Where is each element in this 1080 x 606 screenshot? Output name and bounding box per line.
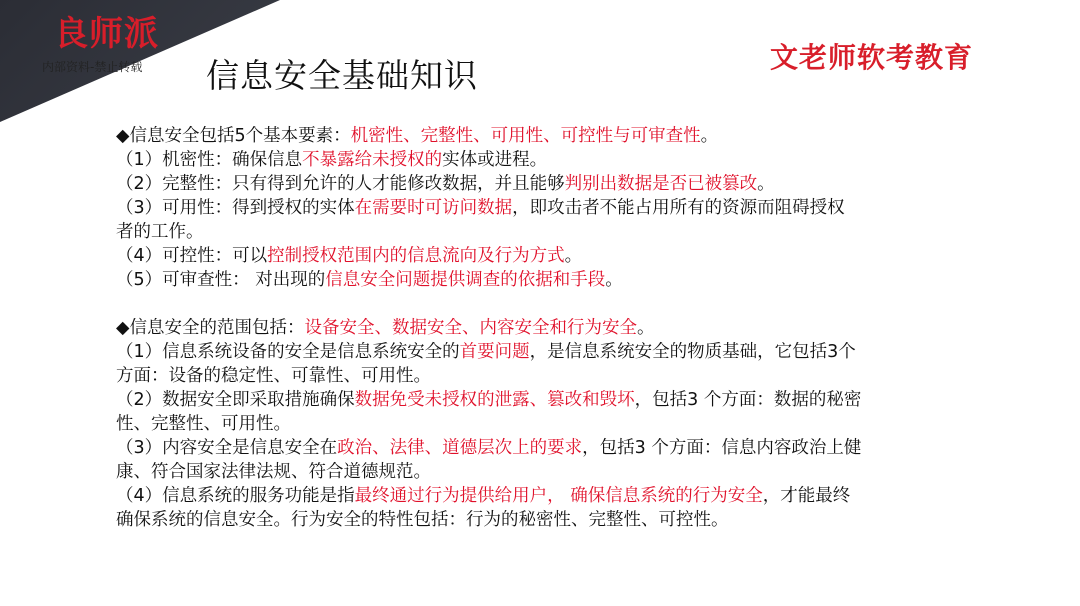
watermark-text: 内部资料-禁止转载 — [42, 60, 143, 74]
text: 。 — [757, 174, 775, 194]
section1-line3-cont: 者的工作。 — [116, 222, 204, 242]
text: （1）信息系统设备的安全是信息系统安全的 — [116, 342, 460, 362]
text: 。 — [636, 318, 655, 338]
text: ，包括3 个方面：信息内容政治上健 — [582, 438, 862, 458]
text: （2）数据安全即采取措施确保 — [116, 390, 355, 410]
section1-line2 — [116, 172, 976, 196]
section2-line4-cont: 确保系统的信息安全。行为安全的特性包括：行为的秘密性、完整性、可控性。 — [116, 510, 729, 530]
slide-title: 信息安全基础知识 — [206, 56, 478, 95]
section1-line1 — [116, 148, 976, 172]
text: （3）内容安全是信息安全在 — [116, 438, 338, 458]
brand-logo: 良师派 — [54, 14, 159, 54]
highlight-text: 数据免受未授权的泄露、篡改和毁坏 — [354, 390, 635, 410]
section2-intro — [116, 316, 976, 340]
highlight-text: 判别出数据是否已被篡改 — [564, 174, 758, 194]
text: （5）可审查性： 对出现的 — [116, 270, 326, 290]
section2-line1-cont: 方面：设备的稳定性、可靠性、可用性。 — [116, 366, 431, 386]
slide-content — [116, 124, 976, 532]
text: ◆信息安全包括5个基本要素： — [116, 126, 351, 146]
text: ◆信息安全的范围包括： — [116, 318, 305, 338]
section1-line5 — [116, 268, 976, 292]
highlight-text: 不暴露给未授权的 — [302, 150, 443, 170]
section2-line2 — [116, 388, 976, 412]
text: 。 — [605, 270, 623, 290]
org-name: 文老师软考教育 — [770, 41, 974, 74]
highlight-text: 机密性、完整性、可用性、可控性与可审查性 — [350, 126, 701, 146]
section2-line3 — [116, 436, 976, 460]
text: ，包括3 个方面：数据的秘密 — [634, 390, 862, 410]
text: ，才能最终 — [762, 486, 851, 506]
section1-line3 — [116, 196, 976, 220]
highlight-text: 设备安全、数据安全、内容安全和行为安全 — [304, 318, 637, 338]
highlight-text: 最终通过行为提供给用户， 确保信息系统的行为安全 — [354, 486, 763, 506]
text: 实体或进程。 — [442, 150, 548, 170]
text: ，即攻击者不能占用所有的资源而阻碍授权 — [512, 198, 845, 218]
section2-line2-cont: 性、完整性、可用性。 — [116, 414, 291, 434]
highlight-text: 政治、法律、道德层次上的要求 — [337, 438, 583, 458]
text: （2）完整性：只有得到允许的人才能修改数据，并且能够 — [116, 174, 565, 194]
highlight-text: 控制授权范围内的信息流向及行为方式 — [267, 246, 565, 266]
text: （1）机密性：确保信息 — [116, 150, 303, 170]
highlight-text: 在需要时可访问数据 — [354, 198, 513, 218]
highlight-text: 信息安全问题提供调查的依据和手段 — [325, 270, 606, 290]
text: （4）信息系统的服务功能是指 — [116, 486, 355, 506]
spacer — [116, 292, 976, 316]
section2-line1 — [116, 340, 976, 364]
section2-line3-cont: 康、符合国家法律法规、符合道德规范。 — [116, 462, 431, 482]
text: 。 — [564, 246, 583, 266]
highlight-text: 首要问题 — [459, 342, 530, 362]
section1-line4 — [116, 244, 976, 268]
text: （4）可控性：可以 — [116, 246, 268, 266]
section2-line4 — [116, 484, 976, 508]
text: ，是信息系统安全的物质基础，它包括3个 — [529, 342, 856, 362]
text: 。 — [700, 126, 719, 146]
text: （3）可用性：得到授权的实体 — [116, 198, 355, 218]
section1-intro — [116, 124, 976, 148]
